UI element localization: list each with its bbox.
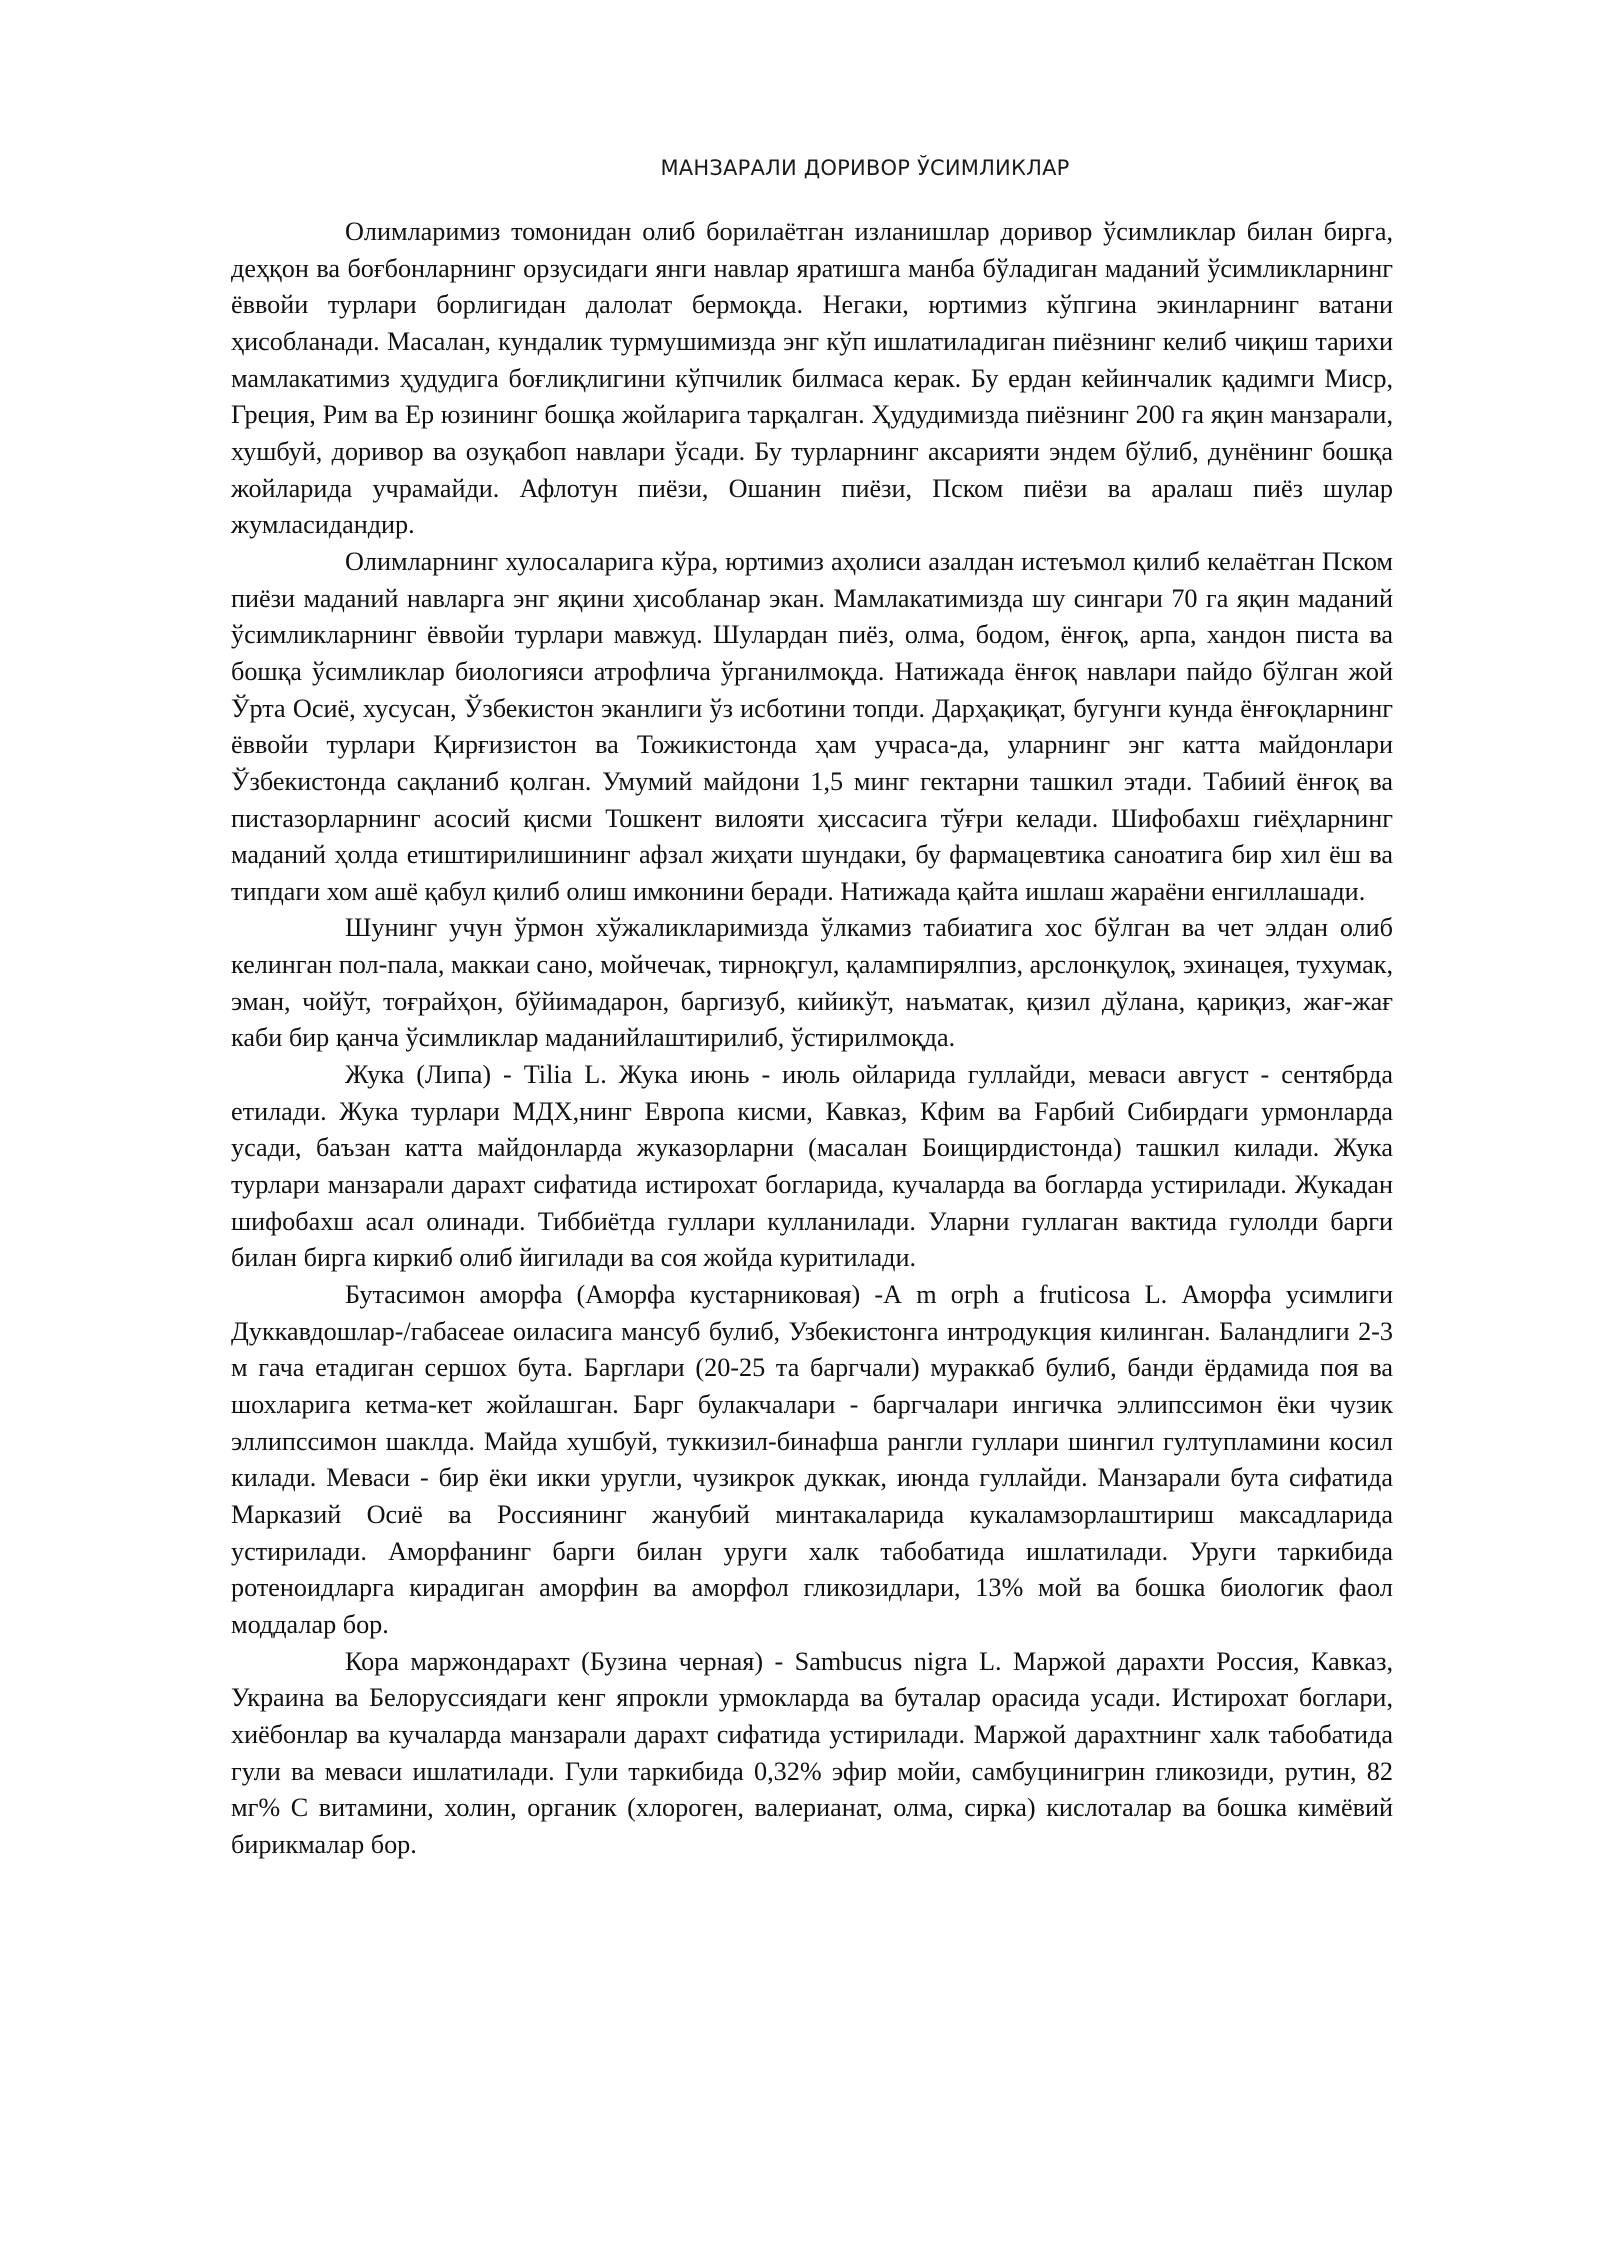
- paragraph-elder: Кора маржондарахт (Бузина черная) - Sambucus nigra L. Маржой дарахти Россия, Кавказ, Украина ва Белоруссиядаги кенг япрокли урмокларда ва буталар орасида усади. Истирохат боглари, хиёбонлар ва кучаларда манзарали дарахт сифатида устирилади. Маржой дарахтнинг халк табобатида гули ва меваси ишлатилади. Гули таркибида 0,32% эфир мойи, самбуцинигрин гликозиди, рутин, 82 мг% С витамини, холин, органик (хлороген, валерианат, олма, сирка) кислоталар ва бошка кимёвий бирикмалар бор.: [231, 1646, 1393, 1859]
- paragraph-onion-origin: Олимларимиз томонидан олиб борилаётган изланишлар доривор ўсимликлар билан бирга, деҳқон ва боғбонларнинг орзусидаги янги навлар яратишга манба бўладиган маданий ўсимликларнинг ёввойи турлари борлигидан далолат бермоқда. Негаки, юртимиз кўпгина экинларнинг ватани ҳисобланади. Масалан, кундалик турмушимизда энг кўп ишлатиладиган пиёзнинг келиб чиқиш тарихи мамлакатимиз ҳудудига боғлиқлигини кўпчилик билмаса керак. Бу ердан кейинчалик қадимги Миср, Греция, Рим ва Ер юзининг бошқа жойларига тарқалган. Ҳудудимизда пиёзнинг 200 га яқин манзарали, хушбуй, доривор ва озуқабоп навлари ўсади. Бу турларнинг аксарияти эндем бўлиб, дунёнинг бошқа жойларида учрамайди. Афлотун пиёзи, Ошанин пиёзи, Пском пиёзи ва аралаш пиёз шулар жумласидандир.: [231, 217, 1393, 540]
- paragraph-linden: Жука (Липа) - Tilia L. Жука июнь - июль ойларида гуллайди, меваси август - сентябрда етилади. Жука турлари МДХ,нинг Европа кисми, Кавказ, Кфим ва Fарбий Сибирдаги урмонларда усади, баъзан катта майдонларда жуказорларни (масалан Боищирдистонда) ташкил килади. Жука турлари манзарали дарахт сифатида истирохат богларида, кучаларда ва богларда устирилади. Жукадан шифобахш асал олинади. Тиббиётда гуллари кулланилади. Уларни гуллаган вактида гулолди барги билан бирга киркиб олиб йигилади ва соя жойда куритилади.: [231, 1060, 1393, 1273]
- paragraph-wild-crops: Олимларнинг хулосаларига кўра, юртимиз аҳолиси азалдан истеъмол қилиб келаётган Пском пиёзи маданий навларга энг яқини ҳисобланар экан. Мамлакатимизда шу сингари 70 га яқин маданий ўсимликларнинг ёввойи турлари мавжуд. Шулардан пиёз, олма, бодом, ёнғоқ, арпа, хандон писта ва бошқа ўсимликлар биологияси атрофлича ўрганилмоқда. Натижада ёнғоқ навлари пайдо бўлган жой Ўрта Осиё, хусусан, Ўзбекистон эканлиги ўз исботини топди. Дарҳақиқат, бугунги кунда ёнғоқларнинг ёввойи турлари Қирғизистон ва Тожикистонда ҳам учраса-да, уларнинг энг катта майдонлари Ўзбекистонда сақланиб қолган. Умумий майдони 1,5 минг гектарни ташкил этади. Табиий ёнғоқ ва пистазорларнинг асосий қисми Тошкент вилояти ҳиссасига тўғри келади. Шифобахш гиёҳларнинг маданий ҳолда етиштирилишининг афзал жиҳати шундаки, бу фармацевтика саноатига бир хил ёш ва типдаги хом ашё қабул қилиб олиш имконини беради. Натижада қайта ишлаш жараёни енгиллашади.: [231, 546, 1393, 906]
- document-body: [231, 214, 1393, 1864]
- page-title: МАНЗАРАЛИ ДОРИВОР ЎСИМЛИКЛАР: [660, 156, 1070, 180]
- paragraph-amorpha: Бутасимон аморфа (Аморфа кустарниковая) -А m orph a fruticosa L. Аморфа усимлиги Дуккавдошлар-/гaбaceae оиласига мансуб булиб, Узбекистонга интродукция килинган. Баландлиги 2-3 м гача етадиган сершох бута. Барглари (20-25 та баргчали) мураккаб булиб, банди ёрдамида поя ва шохларига кетма-кет жойлашган. Барг булакчалари - баргчалари ингичка эллипссимон ёки чузик эллипссимон шаклда. Майда хушбуй, туккизил-бинафша рангли гуллари шингил гултупламини косил килади. Меваси - бир ёки икки уругли, чузикрок дуккак, июнда гуллайди. Манзарали бута сифатида Марказий Осиё ва Россиянинг жанубий минтакаларида кукаламзорлаштириш максадларида устирилади. Аморфанинг барги билан уруги халк табобатида ишлатилади. Уруги таркибида ротеноидларга кирадиган аморфин ва аморфол гликозидлари, 13% мой ва бошка биологик фаол моддалар бор.: [231, 1280, 1393, 1639]
- paragraph-forest-cultivation: Шунинг учун ўрмон хўжаликларимизда ўлкамиз табиатига хос бўлган ва чет элдан олиб келинган пол-пала, маккаи сано, мойчечак, тирноқгул, қалампирялпиз, арслонқулоқ, эхинацея, тухумак, эман, чойўт, тоғрайҳон, бўйимадарон, баргизуб, кийикўт, наъматак, қизил дўлана, қариқиз, жағ-жағ каби бир қанча ўсимликлар маданийлаштирилиб, ўстирилмоқда.: [231, 913, 1393, 1053]
